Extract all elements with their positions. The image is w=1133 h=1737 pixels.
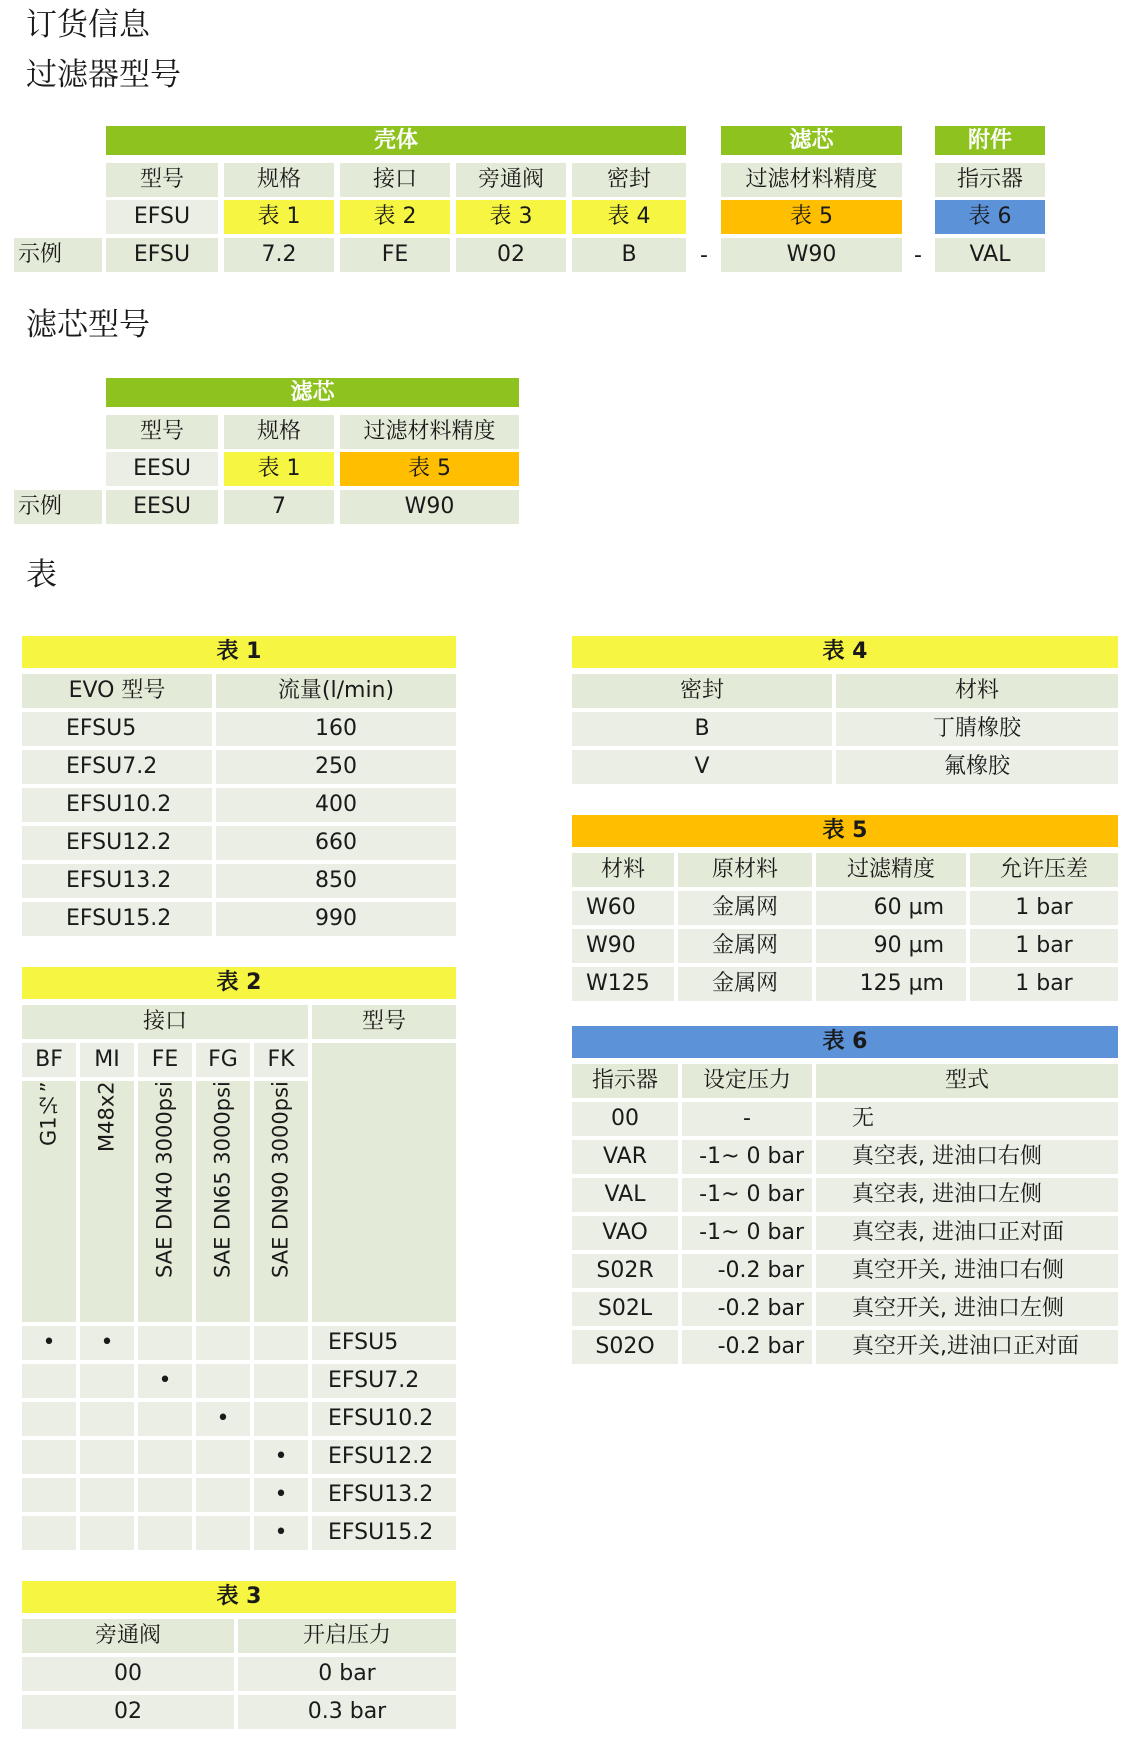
table-cell-set-pressure: -1~ 0 bar [682, 1216, 812, 1250]
table-cell: W125 [572, 967, 674, 1001]
table-cell-model: EFSU5 [22, 712, 212, 746]
port-code-fg: FG [196, 1043, 250, 1077]
table-cell-flow: 250 [216, 750, 456, 784]
table-cell-indicator: S02L [572, 1292, 678, 1326]
col-port: 接口 [340, 163, 450, 197]
code-model: EESU [106, 452, 218, 486]
table-cell-material: 氟橡胶 [836, 750, 1118, 784]
bullet-mark: • [254, 1478, 308, 1512]
port-code-fe: FE [138, 1043, 192, 1077]
heading-filter-model: 过滤器型号 [26, 57, 181, 93]
table-title: 表 1 [22, 636, 456, 668]
table-title: 表 2 [22, 967, 456, 999]
example-model: EFSU [106, 238, 218, 272]
bullet-mark: • [196, 1402, 250, 1436]
bullet-mark: • [138, 1364, 192, 1398]
table-cell-empty [80, 1478, 134, 1512]
col-media: 过滤材料精度 [721, 163, 902, 197]
table-cell-model: EFSU15.2 [22, 902, 212, 936]
table-cell: 60 µm [816, 891, 966, 925]
table-cell-empty [80, 1440, 134, 1474]
table-cell-indicator: VAL [572, 1178, 678, 1212]
table-cell-seal: V [572, 750, 832, 784]
table-cell-type: 真空表, 进油口正对面 [816, 1216, 1118, 1250]
table-cell-bypass: 00 [22, 1657, 234, 1691]
table-cell: W60 [572, 891, 674, 925]
table-cell-model: EFSU12.2 [22, 826, 212, 860]
table-title: 表 6 [572, 1026, 1118, 1058]
example-model: EESU [106, 490, 218, 524]
code-media: 表 5 [340, 452, 519, 486]
code-size: 表 1 [224, 200, 334, 234]
table-cell: 90 µm [816, 929, 966, 963]
table-cell: 1 bar [970, 891, 1118, 925]
table-col-header: 允许压差 [970, 853, 1118, 887]
table-cell-empty [80, 1516, 134, 1550]
table-cell-flow: 850 [216, 864, 456, 898]
col-evo-model: EVO 型号 [22, 674, 212, 708]
group-element: 滤芯 [721, 126, 902, 155]
table-title: 表 5 [572, 815, 1118, 847]
group-element: 滤芯 [106, 378, 519, 407]
table-cell-model: EFSU10.2 [312, 1402, 456, 1436]
table-cell-flow: 160 [216, 712, 456, 746]
table-cell-seal: B [572, 712, 832, 746]
table-cell-empty [196, 1440, 250, 1474]
table-col-header: 指示器 [572, 1064, 678, 1098]
table-cell-set-pressure: -1~ 0 bar [682, 1178, 812, 1212]
table-cell: W90 [572, 929, 674, 963]
table-cell-indicator: VAO [572, 1216, 678, 1250]
col-bypass: 旁通阀 [22, 1619, 234, 1653]
table-title: 表 4 [572, 636, 1118, 668]
table-cell-type: 无 [816, 1102, 1118, 1136]
table-cell-set-pressure: -0.2 bar [682, 1292, 812, 1326]
table-cell-flow: 990 [216, 902, 456, 936]
table-cell-set-pressure: -1~ 0 bar [682, 1140, 812, 1174]
table-cell: 1 bar [970, 929, 1118, 963]
table-cell-model: EFSU12.2 [312, 1440, 456, 1474]
table-col-header: 过滤精度 [816, 853, 966, 887]
code-media: 表 5 [721, 200, 902, 234]
port-desc: SAE DN40 3000psi [138, 1081, 192, 1322]
table-col-header: 材料 [572, 853, 674, 887]
group-model: 型号 [312, 1005, 456, 1039]
table-cell-flow: 400 [216, 788, 456, 822]
table-col-header: 设定压力 [682, 1064, 812, 1098]
bullet-mark: • [254, 1440, 308, 1474]
table-cell: 金属网 [678, 929, 812, 963]
code-indicator: 表 6 [935, 200, 1045, 234]
separator-dash: - [914, 243, 922, 268]
table-cell: 125 µm [816, 967, 966, 1001]
table-cell-type: 真空开关, 进油口右侧 [816, 1254, 1118, 1288]
table-cell: 1 bar [970, 967, 1118, 1001]
table-cell-empty [196, 1326, 250, 1360]
table-cell-empty [138, 1440, 192, 1474]
table-cell-material: 丁腈橡胶 [836, 712, 1118, 746]
table-cell-empty [138, 1326, 192, 1360]
col-seal: 密封 [572, 674, 832, 708]
table-col-header: 型式 [816, 1064, 1118, 1098]
table-cell-empty [80, 1364, 134, 1398]
col-size: 规格 [224, 415, 334, 449]
example-label: 示例 [14, 238, 102, 272]
table-cell-type: 真空开关, 进油口左侧 [816, 1292, 1118, 1326]
col-opening-pressure: 开启压力 [238, 1619, 456, 1653]
example-bypass: 02 [456, 238, 566, 272]
table-cell-set-pressure: - [682, 1102, 812, 1136]
bullet-mark: • [22, 1326, 76, 1360]
table-cell-set-pressure: -0.2 bar [682, 1330, 812, 1364]
table-cell-empty [22, 1364, 76, 1398]
table-cell-indicator: VAR [572, 1140, 678, 1174]
table-col-header: 原材料 [678, 853, 812, 887]
port-code-bf: BF [22, 1043, 76, 1077]
code-bypass: 表 3 [456, 200, 566, 234]
heading-ordering-info: 订货信息 [26, 7, 150, 43]
table-cell-model: EFSU7.2 [22, 750, 212, 784]
model-header-blank [312, 1043, 456, 1322]
table-cell-empty [22, 1440, 76, 1474]
col-media: 过滤材料精度 [340, 415, 519, 449]
heading-element-model: 滤芯型号 [26, 307, 150, 343]
table-cell-empty [254, 1326, 308, 1360]
example-media: W90 [721, 238, 902, 272]
port-desc: M48x2 [80, 1081, 134, 1322]
port-desc: SAE DN90 3000psi [254, 1081, 308, 1322]
table-cell-model: EFSU7.2 [312, 1364, 456, 1398]
table-cell-type: 真空表, 进油口右侧 [816, 1140, 1118, 1174]
table-cell: 金属网 [678, 967, 812, 1001]
example-seal: B [572, 238, 686, 272]
table-cell-model: EFSU13.2 [22, 864, 212, 898]
port-code-fk: FK [254, 1043, 308, 1077]
group-housing: 壳体 [106, 126, 686, 155]
table-cell-set-pressure: -0.2 bar [682, 1254, 812, 1288]
port-desc: G1½” [22, 1081, 76, 1322]
table-cell-indicator: 00 [572, 1102, 678, 1136]
example-size: 7 [224, 490, 334, 524]
bullet-mark: • [80, 1326, 134, 1360]
table-cell-model: EFSU15.2 [312, 1516, 456, 1550]
table-cell-empty [254, 1402, 308, 1436]
table-cell-empty [196, 1478, 250, 1512]
example-size: 7.2 [224, 238, 334, 272]
table-cell-empty [196, 1516, 250, 1550]
table-cell-type: 真空开关,进油口正对面 [816, 1330, 1118, 1364]
table-cell-empty [138, 1402, 192, 1436]
table-cell-empty [196, 1364, 250, 1398]
example-media: W90 [340, 490, 519, 524]
col-model: 型号 [106, 163, 218, 197]
port-code-mi: MI [80, 1043, 134, 1077]
group-accessory: 附件 [935, 126, 1045, 155]
code-model: EFSU [106, 200, 218, 234]
table-cell-empty [138, 1478, 192, 1512]
bullet-mark: • [254, 1516, 308, 1550]
table-title: 表 3 [22, 1581, 456, 1613]
port-desc: SAE DN65 3000psi [196, 1081, 250, 1322]
col-indicator: 指示器 [935, 163, 1045, 197]
col-size: 规格 [224, 163, 334, 197]
example-indicator: VAL [935, 238, 1045, 272]
table-cell-indicator: S02O [572, 1330, 678, 1364]
example-label: 示例 [14, 490, 102, 524]
code-seal: 表 4 [572, 200, 686, 234]
col-material: 材料 [836, 674, 1118, 708]
separator-dash: - [700, 243, 708, 268]
code-port: 表 2 [340, 200, 450, 234]
table-cell-empty [22, 1516, 76, 1550]
table-cell-pressure: 0.3 bar [238, 1695, 456, 1729]
table-cell: 金属网 [678, 891, 812, 925]
table-cell-type: 真空表, 进油口左侧 [816, 1178, 1118, 1212]
table-cell-empty [22, 1402, 76, 1436]
col-flow: 流量(l/min) [216, 674, 456, 708]
code-size: 表 1 [224, 452, 334, 486]
example-port: FE [340, 238, 450, 272]
table-cell-pressure: 0 bar [238, 1657, 456, 1691]
table-cell-model: EFSU10.2 [22, 788, 212, 822]
col-model: 型号 [106, 415, 218, 449]
table-cell-empty [138, 1516, 192, 1550]
table-cell-bypass: 02 [22, 1695, 234, 1729]
heading-tables: 表 [26, 557, 57, 593]
col-seal: 密封 [572, 163, 686, 197]
table-cell-empty [80, 1402, 134, 1436]
table-cell-empty [22, 1478, 76, 1512]
col-bypass: 旁通阀 [456, 163, 566, 197]
table-cell-model: EFSU13.2 [312, 1478, 456, 1512]
table-cell-indicator: S02R [572, 1254, 678, 1288]
table-cell-flow: 660 [216, 826, 456, 860]
table-cell-model: EFSU5 [312, 1326, 456, 1360]
table-cell-empty [254, 1364, 308, 1398]
group-port: 接口 [22, 1005, 308, 1039]
